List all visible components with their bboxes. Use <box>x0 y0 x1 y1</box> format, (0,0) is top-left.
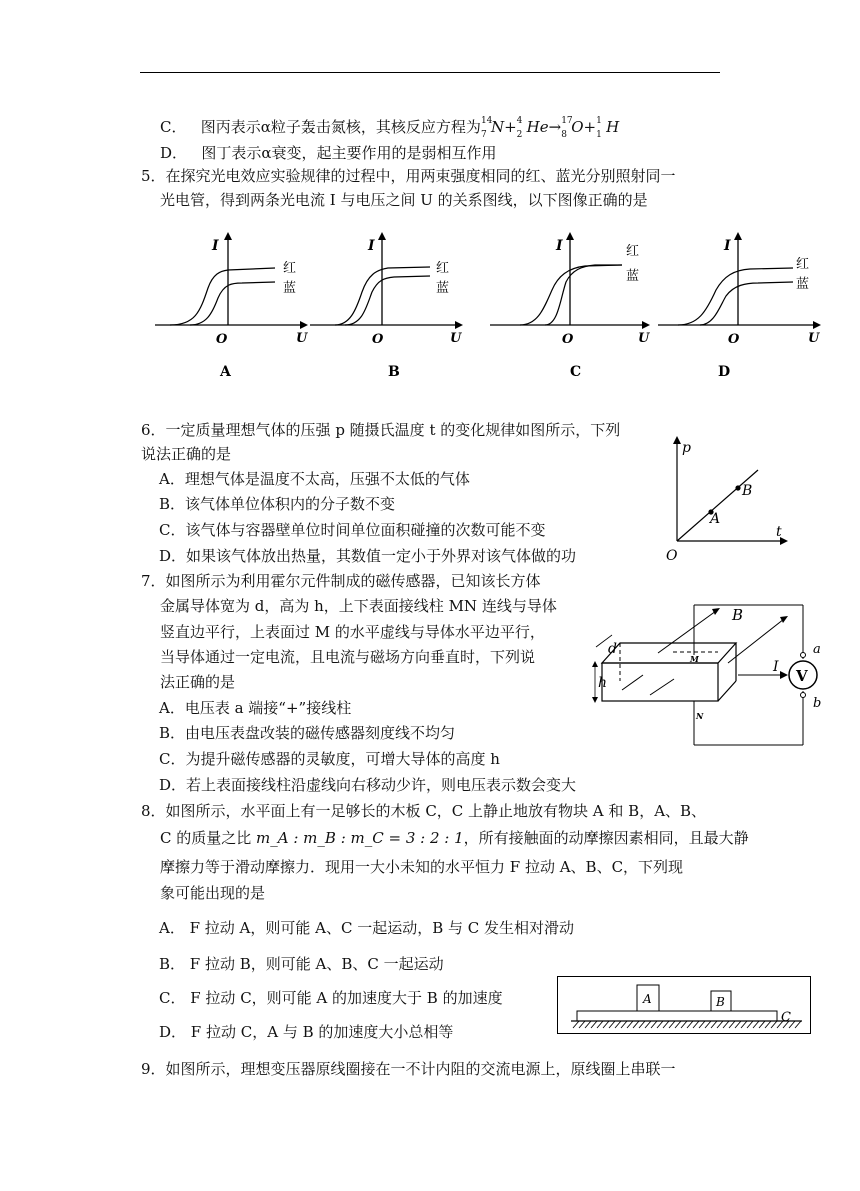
q5-graph-d <box>658 230 828 380</box>
svg-text:C: C <box>570 364 582 380</box>
svg-text:O: O <box>372 332 384 347</box>
svg-text:I: I <box>556 238 563 254</box>
ground-hatch-mark <box>615 1021 621 1028</box>
q8-stem-line2: C 的质量之比 m_A : m_B : m_C = 3 : 2 : 1，所有接触面的动摩擦因素相同，且最大静 <box>160 829 749 847</box>
svg-text:A: A <box>710 511 721 527</box>
q8-option-a: A． F 拉动 A，则可能 A、C 一起运动，B 与 C 发生相对滑动 <box>159 919 575 937</box>
svg-text:O: O <box>728 332 740 347</box>
ground-hatch-mark <box>645 1021 651 1028</box>
header-rule <box>140 72 720 73</box>
q6-option-c: C．该气体与容器壁单位时间单位面积碰撞的次数可能不变 <box>159 521 546 539</box>
svg-text:M: M <box>690 654 699 664</box>
ground-hatch-mark <box>579 1021 585 1028</box>
svg-text:O: O <box>562 332 574 347</box>
ground-hatch-mark <box>639 1021 645 1028</box>
q7-option-c: C．为提升磁传感器的灵敏度，可增大导体的高度 h <box>159 750 500 768</box>
svg-text:B: B <box>388 364 400 380</box>
ground-hatch-mark <box>735 1021 741 1028</box>
svg-text:U: U <box>638 331 650 346</box>
svg-text:蓝: 蓝 <box>283 281 297 296</box>
svg-text:B: B <box>716 995 725 1009</box>
ground-hatch-mark <box>747 1021 753 1028</box>
ground-hatch-mark <box>705 1021 711 1028</box>
svg-text:b: b <box>813 696 822 711</box>
svg-text:h: h <box>598 675 608 691</box>
svg-text:p: p <box>682 440 691 456</box>
svg-text:红: 红 <box>436 261 450 276</box>
svg-text:A: A <box>643 992 652 1006</box>
svg-text:B: B <box>742 483 753 499</box>
q6-option-b: B．该气体单位体积内的分子数不变 <box>159 495 396 513</box>
svg-text:蓝: 蓝 <box>626 269 640 284</box>
q8-block-figure <box>557 976 812 1036</box>
q8-option-c: C． F 拉动 C，则可能 A 的加速度大于 B 的加速度 <box>159 989 503 1007</box>
svg-text:蓝: 蓝 <box>436 281 450 296</box>
q7-option-b: B．由电压表盘改装的磁传感器刻度线不均匀 <box>159 724 456 742</box>
q7-stem-line4: 当导体通过一定电流，且电流与磁场方向垂直时，下列说 <box>160 648 536 666</box>
ground-hatch-mark <box>795 1021 801 1028</box>
ground-hatch-mark <box>717 1021 723 1028</box>
q7-stem-line2: 金属导体宽为 d，高为 h，上下表面接线柱 MN 连线与导体 <box>160 597 557 615</box>
ground-hatch-mark <box>603 1021 609 1028</box>
svg-text:t: t <box>776 524 782 540</box>
ground-hatch-mark <box>651 1021 657 1028</box>
q7-stem-line5: 法正确的是 <box>160 673 236 691</box>
svg-text:I: I <box>724 238 731 254</box>
q6-option-d: D．如果该气体放出热量，其数值一定小于外界对该气体做的功 <box>159 547 577 565</box>
q4-option-d: D． 图丁表示α衰变，起主要作用的是弱相互作用 <box>160 144 497 162</box>
ground-hatch-mark <box>627 1021 633 1028</box>
ground-hatch-mark <box>771 1021 777 1028</box>
svg-text:O: O <box>216 332 228 347</box>
svg-text:N: N <box>696 711 704 721</box>
ground-hatch-mark <box>585 1021 591 1028</box>
q6-pt-graph <box>660 430 795 570</box>
q8-stem-line3: 摩擦力等于滑动摩擦力．现用一大小未知的水平恒力 F 拉动 A、B、C，下列现 <box>160 858 684 876</box>
ground-hatch-mark <box>621 1021 627 1028</box>
q8-option-b: B． F 拉动 B，则可能 A、B、C 一起运动 <box>159 955 444 973</box>
q8-stem-line1: 8．如图所示，水平面上有一足够长的木板 C，C 上静止地放有物块 A 和 B，A、B、 <box>141 802 707 820</box>
ground-hatch-mark <box>681 1021 687 1028</box>
svg-text:d: d <box>608 641 617 657</box>
ground-hatch-mark <box>675 1021 681 1028</box>
ground-hatch-mark <box>657 1021 663 1028</box>
q5-graph-b <box>310 230 470 380</box>
ground-hatch-mark <box>729 1021 735 1028</box>
ground-hatch-mark <box>687 1021 693 1028</box>
ground-hatch-mark <box>663 1021 669 1028</box>
q9-stem-line1: 9．如图所示，理想变压器原线圈接在一不计内阻的交流电源上，原线圈上串联一 <box>141 1060 676 1078</box>
ground-hatch-mark <box>591 1021 597 1028</box>
svg-text:I: I <box>368 238 375 254</box>
q7-hall-sensor-figure <box>588 595 828 755</box>
ground-hatch-mark <box>573 1021 579 1028</box>
ground-hatch-mark <box>759 1021 765 1028</box>
q6-option-a: A．理想气体是温度不太高，压强不太低的气体 <box>159 470 470 488</box>
q8-mass-ratio: m_A : m_B : m_C = 3 : 2 : 1 <box>256 829 464 847</box>
svg-text:I: I <box>773 659 779 675</box>
svg-text:B: B <box>732 606 744 624</box>
q6-stem-line1: 6．一定质量理想气体的压强 p 随摄氏温度 t 的变化规律如图所示，下列 <box>141 421 621 439</box>
ground-hatch-mark <box>753 1021 759 1028</box>
ground-hatch-mark <box>669 1021 675 1028</box>
ground-hatch-mark <box>723 1021 729 1028</box>
q5-stem-line2: 光电管，得到两条光电流 I 与电压之间 U 的关系图线，以下图像正确的是 <box>160 191 648 209</box>
svg-text:U: U <box>296 331 308 346</box>
ground-hatch-mark <box>765 1021 771 1028</box>
ground-hatch-mark <box>699 1021 705 1028</box>
ground-hatch-mark <box>597 1021 603 1028</box>
svg-text:I: I <box>212 238 219 254</box>
svg-text:U: U <box>450 331 462 346</box>
svg-text:a: a <box>813 642 821 657</box>
svg-text:C: C <box>781 1010 791 1025</box>
svg-text:U: U <box>808 331 820 346</box>
q5-stem-line1: 5．在探究光电效应实验规律的过程中，用两束强度相同的红、蓝光分别照射同一 <box>141 167 676 185</box>
ground-hatch-mark <box>693 1021 699 1028</box>
svg-text:O: O <box>666 548 678 564</box>
ground-hatch-mark <box>741 1021 747 1028</box>
q7-option-d: D．若上表面接线柱沿虚线向右移动少许，则电压表示数会变大 <box>159 776 577 794</box>
ground-hatch-mark <box>633 1021 639 1028</box>
q8-stem-line4: 象可能出现的是 <box>160 884 266 902</box>
svg-text:红: 红 <box>283 261 297 276</box>
ground-hatch-mark <box>609 1021 615 1028</box>
q4-option-c: C． 图丙表示α粒子轰击氮核，其核反应方程为 14 7 N+ 4 2 He→ 17 8 O+ 1 1 H <box>160 116 620 140</box>
q8-option-d: D． F 拉动 C，A 与 B 的加速度大小总相等 <box>159 1023 454 1041</box>
q7-stem-line1: 7．如图所示为利用霍尔元件制成的磁传感器，已知该长方体 <box>141 572 541 590</box>
q7-stem-line3: 竖直边平行，上表面过 M 的水平虚线与导体水平边平行， <box>160 623 545 641</box>
svg-text:V: V <box>796 667 808 685</box>
svg-text:A: A <box>220 364 231 380</box>
q5-graph-a <box>150 230 310 380</box>
q6-stem-line2: 说法正确的是 <box>141 445 232 463</box>
svg-text:红: 红 <box>626 244 640 259</box>
svg-text:红: 红 <box>796 257 810 272</box>
svg-text:D: D <box>718 364 731 380</box>
q7-option-a: A．电压表 a 端接“+”接线柱 <box>159 699 352 717</box>
q5-graph-c <box>490 230 655 380</box>
svg-text:蓝: 蓝 <box>796 277 810 292</box>
ground-hatch-mark <box>711 1021 717 1028</box>
